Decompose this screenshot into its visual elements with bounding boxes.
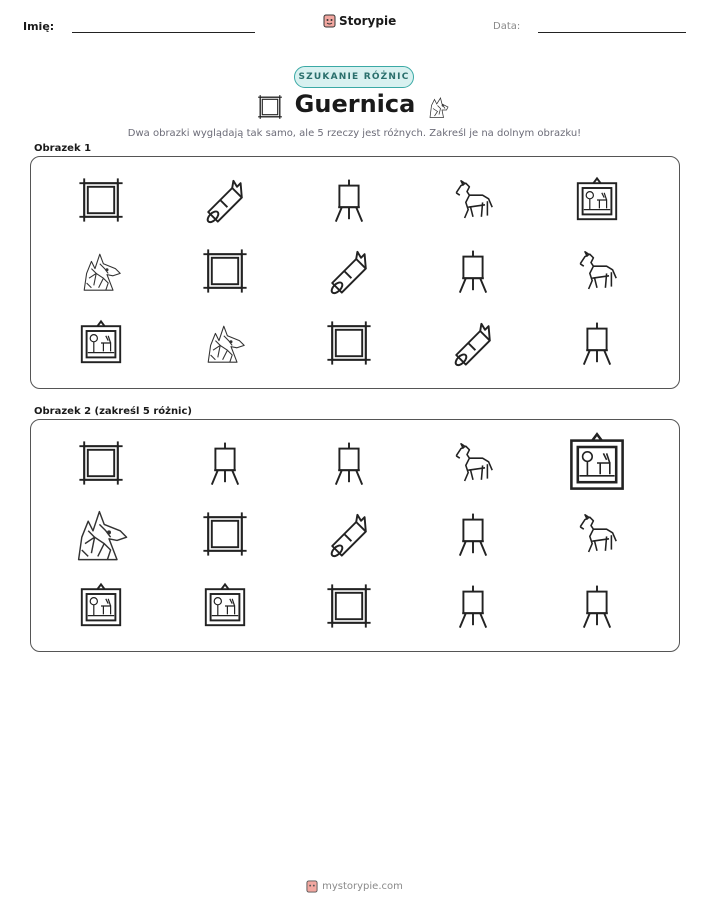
date-label: Data: (493, 21, 521, 32)
horse-icon (437, 164, 509, 236)
footer (0, 880, 709, 893)
horse-icon[interactable] (561, 498, 633, 570)
frame-icon[interactable] (65, 427, 137, 499)
log-icon[interactable] (313, 498, 385, 570)
wolf-icon (189, 307, 261, 379)
title-wolf-icon (424, 92, 454, 126)
easel-icon[interactable] (189, 427, 261, 499)
framed-picture-icon[interactable] (561, 427, 633, 499)
easel-icon[interactable] (437, 570, 509, 642)
picture1-label: Obrazek 1 (34, 143, 92, 154)
frame-icon (313, 307, 385, 379)
horse-icon[interactable] (437, 427, 509, 499)
storypie-mascot-icon (323, 14, 336, 28)
log-icon (437, 307, 509, 379)
log-icon (189, 164, 261, 236)
easel-icon[interactable] (313, 427, 385, 499)
storypie-mascot-icon (306, 880, 318, 893)
frame-icon[interactable] (189, 498, 261, 570)
easel-icon (313, 164, 385, 236)
easel-icon (561, 307, 633, 379)
name-label: Imię: (23, 20, 55, 33)
framed-picture-icon (561, 164, 633, 236)
footer-url: mystorypie.com (322, 881, 403, 892)
name-line[interactable] (72, 32, 255, 33)
page-title: Guernica (294, 90, 416, 118)
framed-picture-icon[interactable] (189, 570, 261, 642)
instructions: Dwa obrazki wyglądają tak samo, ale 5 rzeczy jest różnych. Zakreśl je na dolnym obrazku! (127, 128, 582, 139)
wolf-icon (65, 235, 137, 307)
date-line[interactable] (538, 32, 686, 33)
brand-logo (323, 14, 396, 28)
picture2-label: Obrazek 2 (zakreśl 5 różnic) (34, 406, 192, 417)
title-frame-icon (256, 93, 284, 125)
frame-icon (189, 235, 261, 307)
activity-badge: SZUKANIE RÓŻNIC (294, 66, 414, 88)
easel-icon (437, 235, 509, 307)
brand-name: Storypie (339, 14, 397, 28)
framed-picture-icon (65, 307, 137, 379)
log-icon (313, 235, 385, 307)
picture1-panel (30, 156, 680, 389)
framed-picture-icon[interactable] (65, 570, 137, 642)
easel-icon[interactable] (437, 498, 509, 570)
horse-icon (561, 235, 633, 307)
picture2-panel[interactable] (30, 419, 680, 652)
easel-icon[interactable] (561, 570, 633, 642)
frame-icon[interactable] (313, 570, 385, 642)
wolf-icon[interactable] (65, 498, 137, 570)
frame-icon (65, 164, 137, 236)
